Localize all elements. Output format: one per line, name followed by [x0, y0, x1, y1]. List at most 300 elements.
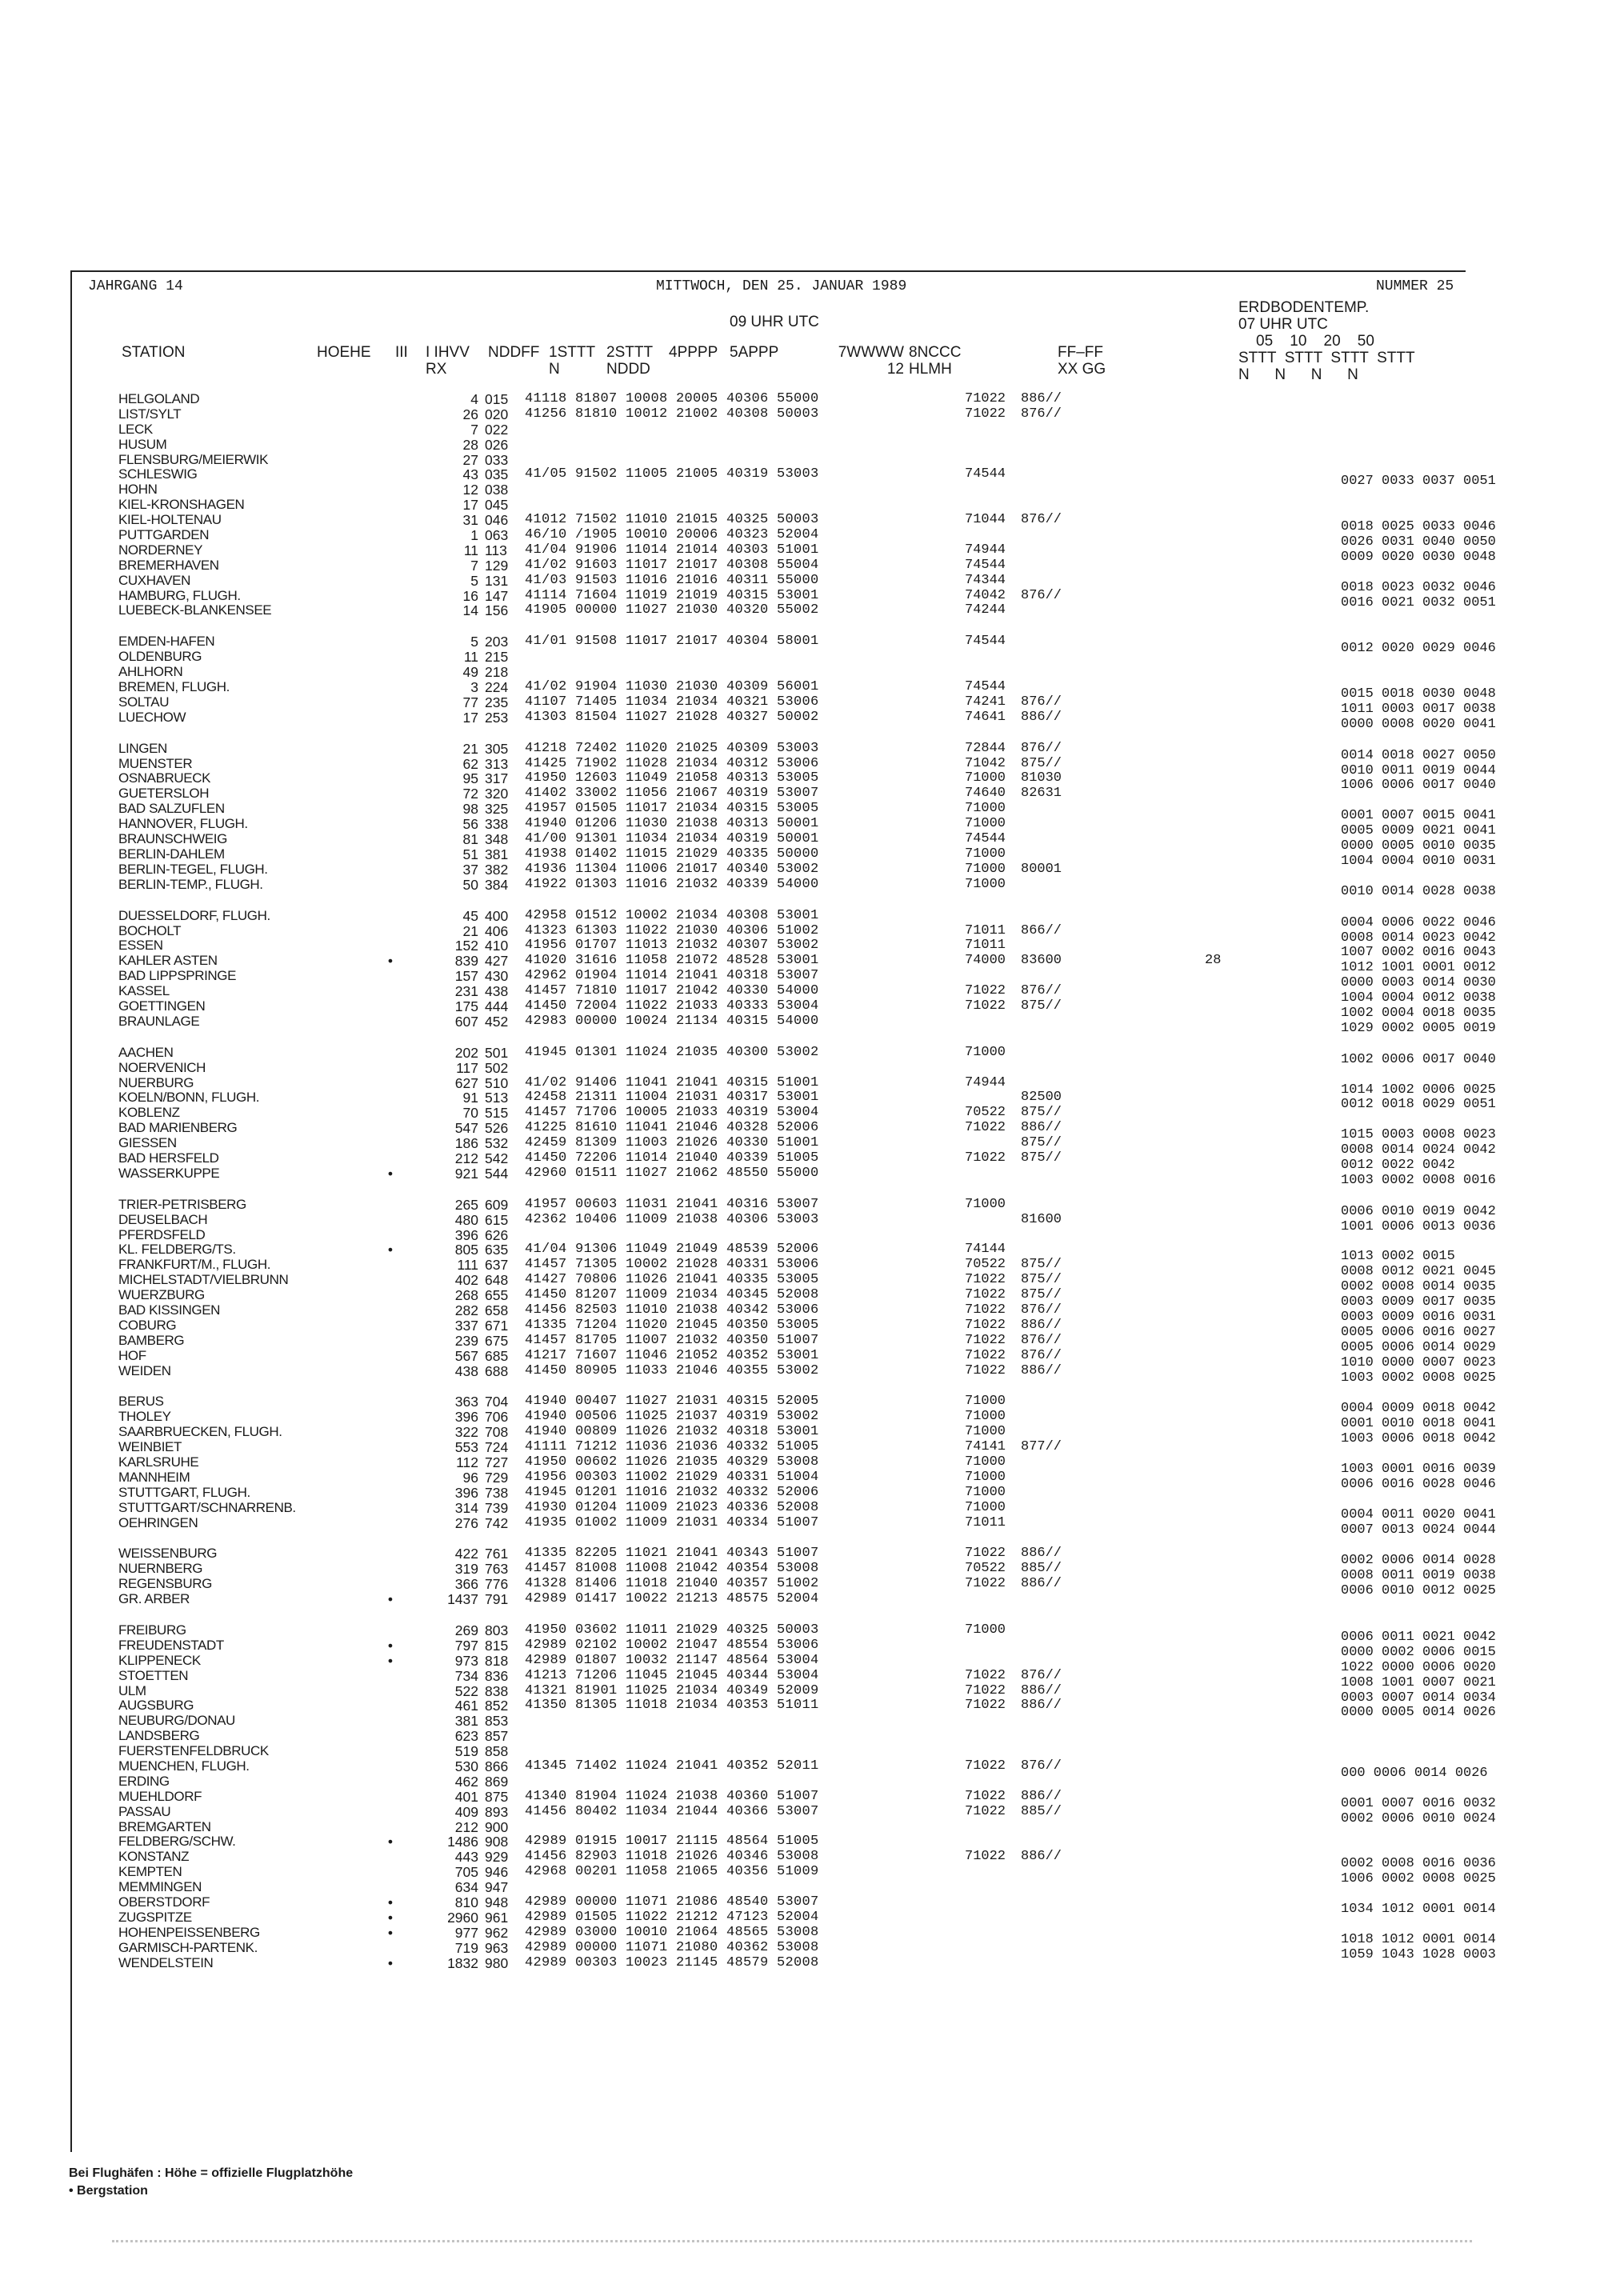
soil-temperature: 0004 0006 0022 0046	[1341, 914, 1496, 930]
synop-groups: 41402 33002 11056 21067 40319 53007	[525, 786, 819, 802]
station-name: HOF	[118, 1347, 146, 1363]
soil-temperature: 1003 0002 0008 0025	[1341, 1370, 1496, 1386]
gust-group: 28	[1205, 953, 1222, 969]
station-name: BOCHOLT	[118, 922, 182, 938]
mountain-marker: •	[387, 953, 394, 970]
weather-group: 71022	[965, 406, 1006, 422]
table-row	[118, 407, 1478, 422]
station-index: 869	[485, 1773, 509, 1790]
station-name: LUECHOW	[118, 709, 186, 725]
weather-group: 74244	[965, 602, 1006, 618]
weather-group: 74640	[965, 786, 1006, 802]
station-height: 112	[456, 1454, 478, 1470]
soil-temperature: 0010 0011 0019 0044	[1341, 762, 1496, 778]
synop-groups: 42968 00201 11058 21065 40356 51009	[525, 1864, 819, 1880]
synop-groups: 41111 71212 11036 21036 40332 51005	[525, 1439, 819, 1455]
station-height: 1	[470, 527, 478, 544]
weather-group: 71000	[965, 1484, 1006, 1500]
weather-group: 74944	[965, 1074, 1006, 1090]
station-index: 947	[485, 1879, 509, 1896]
station-name: KL. FELDBERG/TS.	[118, 1242, 236, 1258]
cloud-group: 876//	[1021, 406, 1062, 422]
table-row	[118, 1486, 1478, 1501]
synop-groups: 41/02 91904 11030 21030 40309 56001	[525, 679, 819, 695]
station-name: FRANKFURT/M., FLUGH.	[118, 1257, 271, 1273]
station-name: KEMPTEN	[118, 1864, 182, 1880]
station-height: 11	[463, 649, 478, 666]
station-index: 438	[485, 983, 509, 1000]
station-height: 7	[470, 557, 478, 574]
synop-groups: 41328 81406 11018 21040 40357 51002	[525, 1576, 819, 1592]
station-height: 21	[462, 922, 478, 939]
station-name: STOETTEN	[118, 1667, 189, 1683]
soil-temperature: 0005 0006 0014 0029	[1341, 1339, 1496, 1355]
synop-groups: 41905 00000 11027 21030 40320 55002	[525, 602, 819, 618]
synop-groups: 41217 71607 11046 21052 40352 53001	[525, 1347, 819, 1363]
station-index: 305	[485, 740, 509, 757]
weather-group: 71022	[965, 1758, 1006, 1774]
station-index: 501	[485, 1044, 509, 1061]
synop-groups: 41450 72004 11022 21033 40333 53004	[525, 998, 819, 1014]
cloud-group: 876//	[1021, 1302, 1062, 1318]
cloud-group: 886//	[1021, 1682, 1062, 1698]
station-name: LECK	[118, 421, 153, 437]
soil-temperature: 0001 0007 0015 0041	[1341, 808, 1496, 824]
cloud-group: 886//	[1021, 1698, 1062, 1714]
station-name: BERLIN-DAHLEM	[118, 846, 225, 862]
station-index: 313	[485, 755, 509, 772]
station-height: 282	[454, 1302, 478, 1318]
soil-temperature: 0014 0018 0027 0050	[1341, 747, 1496, 763]
station-height: 98	[462, 801, 478, 818]
station-height: 72	[462, 786, 478, 802]
station-name: FELDBERG/SCHW.	[118, 1834, 236, 1850]
weather-group: 71022	[965, 983, 1006, 999]
station-index: 893	[485, 1803, 509, 1820]
station-name: COBURG	[118, 1317, 177, 1333]
station-index: 129	[485, 557, 509, 574]
1sttt-column-header: 1STTT N	[549, 344, 596, 378]
synop-groups: 41218 72402 11020 21025 40309 53003	[525, 740, 819, 756]
issue-date: MITTWOCH, DEN 25. JANUAR 1989	[656, 278, 907, 294]
mountain-marker: •	[387, 1591, 394, 1608]
weather-group: 71000	[965, 1409, 1006, 1425]
weather-group: 70522	[965, 1105, 1006, 1121]
station-height: 111	[457, 1257, 478, 1274]
station-index: 961	[485, 1909, 509, 1926]
table-row	[118, 603, 1478, 618]
station-name: KIEL-KRONSHAGEN	[118, 497, 245, 513]
station-name: KASSEL	[118, 983, 170, 999]
station-height: 5	[470, 572, 478, 589]
station-name: GOETTINGEN	[118, 998, 206, 1014]
station-name: KOBLENZ	[118, 1105, 180, 1121]
weather-group: 72844	[965, 740, 1006, 756]
synop-groups: 41256 81810 10012 21002 40308 50003	[525, 406, 819, 422]
station-index: 218	[485, 664, 509, 681]
station-index: 131	[485, 572, 509, 589]
soil-temperature: 0016 0021 0032 0051	[1341, 594, 1496, 610]
table-row	[118, 438, 1478, 453]
station-height: 396	[454, 1409, 478, 1426]
station-name: PFERDSFELD	[118, 1226, 206, 1242]
station-index: 147	[485, 587, 509, 604]
station-name: WUERZBURG	[118, 1287, 205, 1303]
station-height: 212	[454, 1150, 478, 1166]
station-height: 705	[454, 1864, 478, 1881]
synop-groups: 41/01 91508 11017 21017 40304 58001	[525, 634, 819, 650]
station-name: HELGOLAND	[118, 391, 200, 406]
station-name: DEUSELBACH	[118, 1211, 208, 1227]
station-index: 026	[485, 436, 509, 453]
cloud-group: 886//	[1021, 1362, 1062, 1378]
station-name: FLENSBURG/MEIERWIK	[118, 451, 269, 467]
station-index: 203	[485, 634, 509, 650]
cloud-group: 876//	[1021, 1758, 1062, 1774]
weather-group: 71000	[965, 801, 1006, 817]
station-height: 265	[454, 1196, 478, 1213]
soil-temperature: 1002 0004 0018 0035	[1341, 1005, 1496, 1021]
station-index: 818	[485, 1652, 509, 1669]
station-height: 212	[454, 1818, 478, 1835]
synop-groups: 42989 01417 10022 21213 48575 52004	[525, 1591, 819, 1607]
station-name: KOELN/BONN, FLUGH.	[118, 1090, 260, 1106]
weather-group: 71044	[965, 512, 1006, 528]
cloud-group: 876//	[1021, 587, 1062, 603]
table-row	[118, 650, 1478, 665]
synop-groups: 41225 81610 11041 21046 40328 52006	[525, 1120, 819, 1136]
station-height: 16	[462, 587, 478, 604]
station-height: 977	[454, 1924, 478, 1941]
footnote-airports: Bei Flughäfen : Höhe = offizielle Flugplatzhöhe	[69, 2166, 354, 2180]
station-index: 688	[485, 1362, 509, 1379]
weather-group: 74544	[965, 679, 1006, 695]
station-name: KLIPPENECK	[118, 1652, 201, 1668]
station-height: 522	[454, 1682, 478, 1699]
synop-groups: 41957 01505 11017 21034 40315 53005	[525, 801, 819, 817]
station-name: BRAUNLAGE	[118, 1013, 200, 1029]
mountain-marker: •	[387, 1165, 394, 1182]
station-index: 038	[485, 482, 509, 498]
table-row	[118, 1820, 1478, 1835]
synop-groups: 42458 21311 11004 21031 40317 53001	[525, 1090, 819, 1106]
soil-temperature: 1003 0002 0008 0016	[1341, 1172, 1496, 1188]
station-index: 444	[485, 998, 509, 1014]
table-row	[118, 1774, 1478, 1790]
soil-temperature: 1012 1001 0001 0012	[1341, 960, 1496, 976]
station-name: NUERNBERG	[118, 1561, 203, 1577]
soil-temperature: 1034 1012 0001 0014	[1341, 1902, 1496, 1918]
table-row	[118, 1440, 1478, 1455]
station-name: BREMGARTEN	[118, 1818, 211, 1834]
station-name: KIEL-HOLTENAU	[118, 512, 222, 528]
station-height: 81	[462, 831, 478, 848]
station-index: 738	[485, 1484, 509, 1501]
station-name: WEINBIET	[118, 1439, 182, 1455]
station-height: 62	[462, 755, 478, 772]
table-row	[118, 1228, 1478, 1243]
station-name: BERLIN-TEMP., FLUGH.	[118, 876, 263, 892]
station-height: 401	[454, 1788, 478, 1805]
station-index: 430	[485, 968, 509, 985]
station-index: 384	[485, 876, 509, 893]
cloud-group: 875//	[1021, 1257, 1062, 1273]
station-height: 381	[454, 1713, 478, 1730]
station-height: 422	[454, 1546, 478, 1562]
station-height: 1486	[447, 1834, 478, 1850]
table-row	[118, 665, 1478, 680]
station-index: 838	[485, 1682, 509, 1699]
weather-group: 74241	[965, 694, 1006, 710]
station-name: WEISSENBURG	[118, 1546, 218, 1562]
soil-temperature: 0000 0008 0020 0041	[1341, 716, 1496, 732]
station-name: FREUDENSTADT	[118, 1637, 224, 1653]
synop-groups: 41945 01201 11016 21032 40332 52006	[525, 1484, 819, 1500]
station-height: 56	[462, 816, 478, 833]
synop-groups: 41936 11304 11006 21017 40340 53002	[525, 861, 819, 877]
synop-groups: 41118 81807 10008 20005 40306 55000	[525, 391, 819, 406]
station-height: 607	[454, 1013, 478, 1030]
soil-temperature: 0007 0013 0024 0044	[1341, 1522, 1496, 1538]
station-index: 791	[485, 1591, 509, 1608]
mountain-marker: •	[387, 1242, 394, 1258]
synop-groups: 41950 03602 11011 21029 40325 50003	[525, 1622, 819, 1638]
table-row	[118, 876, 1496, 899]
cloud-group: 876//	[1021, 1667, 1062, 1683]
station-index: 704	[485, 1394, 509, 1410]
8nccc-column-header: 8NCCC HLMH	[909, 344, 962, 378]
soil-temperature: 1001 0006 0013 0036	[1341, 1218, 1496, 1234]
station-height: 202	[454, 1044, 478, 1061]
weather-group: 74544	[965, 831, 1006, 847]
synop-groups: 41940 01206 11030 21038 40313 50001	[525, 816, 819, 832]
table-row	[118, 422, 1478, 438]
station-index: 325	[485, 801, 509, 818]
station-height: 268	[454, 1287, 478, 1304]
station-index: 532	[485, 1135, 509, 1152]
station-name: BAD MARIENBERG	[118, 1120, 238, 1136]
station-name: KONSTANZ	[118, 1849, 190, 1865]
cloud-group: 81030	[1021, 770, 1062, 786]
soil-temperature: 0009 0020 0030 0048	[1341, 549, 1496, 565]
station-height: 3	[470, 679, 478, 696]
soil-temperature: 1018 1012 0001 0014	[1341, 1931, 1496, 1947]
weather-group: 71000	[965, 876, 1006, 892]
synop-groups: 41945 01301 11024 21035 40300 53002	[525, 1044, 819, 1060]
station-name: ZUGSPITZE	[118, 1909, 192, 1925]
synop-groups: 42989 00000 11071 21080 40362 53008	[525, 1939, 819, 1955]
soil-temperature: 0004 0011 0020 0041	[1341, 1506, 1496, 1522]
station-index: 063	[485, 527, 509, 544]
station-name: BAD HERSFELD	[118, 1150, 219, 1166]
soil-temperature: 1002 0006 0017 0040	[1341, 1051, 1496, 1067]
station-name: ULM	[118, 1682, 146, 1698]
station-index: 317	[485, 770, 509, 787]
synop-groups: 42958 01512 10002 21034 40308 53001	[525, 907, 819, 923]
cloud-group: 886//	[1021, 1788, 1062, 1804]
station-name: BREMEN, FLUGH.	[118, 679, 230, 695]
station-height: 973	[454, 1652, 478, 1669]
weather-group: 71022	[965, 1287, 1006, 1303]
station-name: OSNABRUECK	[118, 770, 211, 786]
station-index: 035	[485, 466, 509, 483]
station-index: 946	[485, 1864, 509, 1881]
station-index: 866	[485, 1758, 509, 1775]
station-name: OLDENBURG	[118, 649, 202, 665]
soil-temperature: 0005 0006 0016 0027	[1341, 1324, 1496, 1340]
weather-group: 71042	[965, 755, 1006, 771]
table-row	[118, 1106, 1478, 1121]
station-index: 963	[485, 1939, 509, 1956]
table-row	[118, 1592, 1478, 1607]
synop-groups: 41012 71502 11010 21015 40325 50003	[525, 512, 819, 528]
synop-groups: 41/00 91301 11034 21034 40319 50001	[525, 831, 819, 847]
station-index: 853	[485, 1713, 509, 1730]
mountain-marker: •	[387, 1637, 394, 1654]
station-name: GARMISCH-PARTENK.	[118, 1939, 258, 1955]
synop-groups: 42960 01511 11027 21062 48550 55000	[525, 1165, 819, 1181]
station-height: 797	[454, 1637, 478, 1654]
cloud-group: 886//	[1021, 1546, 1062, 1562]
mountain-marker: •	[387, 1909, 394, 1926]
weather-group: 74344	[965, 572, 1006, 588]
cloud-group: 83600	[1021, 953, 1062, 969]
table-row	[118, 1714, 1478, 1729]
station-index: 382	[485, 861, 509, 878]
station-height: 627	[454, 1074, 478, 1091]
soil-temperature: 0002 0006 0014 0028	[1341, 1553, 1496, 1569]
soil-temperature: 1022 0000 0006 0020	[1341, 1659, 1496, 1675]
station-name: WEIDEN	[118, 1362, 171, 1378]
station-name: PUTTGARDEN	[118, 527, 210, 543]
synop-groups: 41/03 91503 11016 21016 40311 55000	[525, 572, 819, 588]
utc-09-label: 09 UHR UTC	[730, 314, 819, 330]
station-index: 156	[485, 602, 509, 619]
cloud-group: 81600	[1021, 1211, 1062, 1227]
5appp-column-header: 5APPP	[730, 344, 779, 361]
station-height: 567	[454, 1347, 478, 1364]
station-name: KAHLER ASTEN	[118, 953, 218, 969]
table-row	[118, 1729, 1478, 1744]
station-index: 033	[485, 451, 509, 468]
station-height: 810	[454, 1894, 478, 1911]
station-name: MUENCHEN, FLUGH.	[118, 1758, 250, 1774]
station-index: 761	[485, 1546, 509, 1562]
station-name: OBERSTDORF	[118, 1894, 210, 1910]
cloud-group: 875//	[1021, 1150, 1062, 1166]
station-name: BERLIN-TEGEL, FLUGH.	[118, 861, 268, 877]
synop-groups: 41956 00303 11002 21029 40331 51004	[525, 1469, 819, 1485]
weather-group: 71022	[965, 1849, 1006, 1865]
ihvv-column-header: I IHVV RX	[426, 344, 470, 378]
synop-groups: 42989 02102 10002 21047 48554 53006	[525, 1637, 819, 1653]
station-height: 28	[462, 436, 478, 453]
soil-temperature: 0012 0018 0029 0051	[1341, 1097, 1496, 1113]
weather-group: 71011	[965, 1514, 1006, 1530]
station-index: 729	[485, 1469, 509, 1486]
station-name: BAMBERG	[118, 1332, 185, 1348]
table-row	[118, 1834, 1478, 1850]
cloud-group: 876//	[1021, 1347, 1062, 1363]
station-name: BREMERHAVEN	[118, 557, 219, 573]
station-name: MUEHLDORF	[118, 1788, 202, 1804]
synop-groups: 41456 82503 11010 21038 40342 53006	[525, 1302, 819, 1318]
station-height: 95	[462, 770, 478, 787]
station-height: 396	[454, 1226, 478, 1243]
soil-temperature: 1015 0003 0008 0023	[1341, 1127, 1496, 1143]
weather-group: 70522	[965, 1257, 1006, 1273]
synop-groups: 41114 71604 11019 21019 40315 53001	[525, 587, 819, 603]
station-height: 239	[454, 1332, 478, 1349]
station-name: AUGSBURG	[118, 1698, 194, 1714]
soil-temperature: 1011 0003 0017 0038	[1341, 701, 1496, 717]
station-index: 929	[485, 1849, 509, 1866]
weather-group: 71000	[965, 1196, 1006, 1212]
synop-groups: 41457 81705 11007 21032 40350 51007	[525, 1332, 819, 1348]
soil-temperature: 0006 0011 0021 0042	[1341, 1630, 1496, 1646]
station-height: 1437	[447, 1591, 478, 1608]
cloud-group: 80001	[1021, 861, 1062, 877]
station-height: 50	[462, 876, 478, 893]
weather-group: 71011	[965, 922, 1006, 938]
scan-artifact-line	[112, 2240, 1472, 2249]
cloud-group: 875//	[1021, 1287, 1062, 1303]
synop-groups: 41335 82205 11021 21041 40343 51007	[525, 1546, 819, 1562]
station-index: 045	[485, 497, 509, 514]
weather-group: 71011	[965, 938, 1006, 954]
synop-groups: 42989 01915 10017 21115 48564 51005	[525, 1834, 819, 1850]
soil-temperature: 0015 0018 0030 0048	[1341, 686, 1496, 702]
synop-groups: 42989 01807 10032 21147 48564 53004	[525, 1652, 819, 1668]
soil-temperature: 1013 0002 0015	[1341, 1249, 1455, 1265]
synop-groups: 41/04 91906 11014 21014 40303 51001	[525, 542, 819, 558]
volume-label: JAHRGANG 14	[88, 278, 183, 294]
soil-temperature: 1004 0004 0012 0038	[1341, 990, 1496, 1006]
station-index: 224	[485, 679, 509, 696]
cloud-group: 886//	[1021, 391, 1062, 406]
station-height: 402	[454, 1272, 478, 1289]
synop-groups: 41950 00602 11026 21035 40329 53008	[525, 1454, 819, 1470]
4pppp-column-header: 4PPPP	[669, 344, 718, 361]
station-name: THOLEY	[118, 1409, 171, 1425]
station-height: 91	[462, 1090, 478, 1106]
station-height: 314	[454, 1499, 478, 1516]
soil-temperature: 0002 0008 0014 0035	[1341, 1279, 1496, 1295]
synop-groups: 41345 71402 11024 21041 40352 52011	[525, 1758, 819, 1774]
synop-groups: 41/02 91603 11017 21017 40308 55004	[525, 557, 819, 573]
station-height: 21	[462, 740, 478, 757]
station-index: 502	[485, 1059, 509, 1076]
synop-groups: 41456 80402 11034 21044 40366 53007	[525, 1803, 819, 1819]
station-height: 186	[454, 1135, 478, 1152]
synop-groups: 41935 01002 11009 21031 40334 51007	[525, 1514, 819, 1530]
station-name: NUERBURG	[118, 1074, 194, 1090]
soil-temperature: 1010 0000 0007 0023	[1341, 1354, 1496, 1370]
synop-groups: 41930 01204 11009 21023 40336 52008	[525, 1499, 819, 1515]
soil-temperature: 0003 0007 0014 0034	[1341, 1690, 1496, 1706]
cloud-group: 876//	[1021, 983, 1062, 999]
soil-temperature: 1007 0002 0016 0043	[1341, 945, 1496, 961]
station-index: 742	[485, 1514, 509, 1531]
table-row	[118, 392, 1478, 407]
soil-temperature: 0002 0006 0010 0024	[1341, 1810, 1496, 1826]
station-height: 11	[463, 542, 478, 558]
issue-number: NUMMER 25	[1376, 278, 1454, 294]
station-name: MEMMINGEN	[118, 1879, 202, 1895]
cloud-group: 875//	[1021, 1105, 1062, 1121]
station-name: HOHN	[118, 482, 158, 498]
synop-groups: 41335 71204 11020 21045 40350 53005	[525, 1317, 819, 1333]
